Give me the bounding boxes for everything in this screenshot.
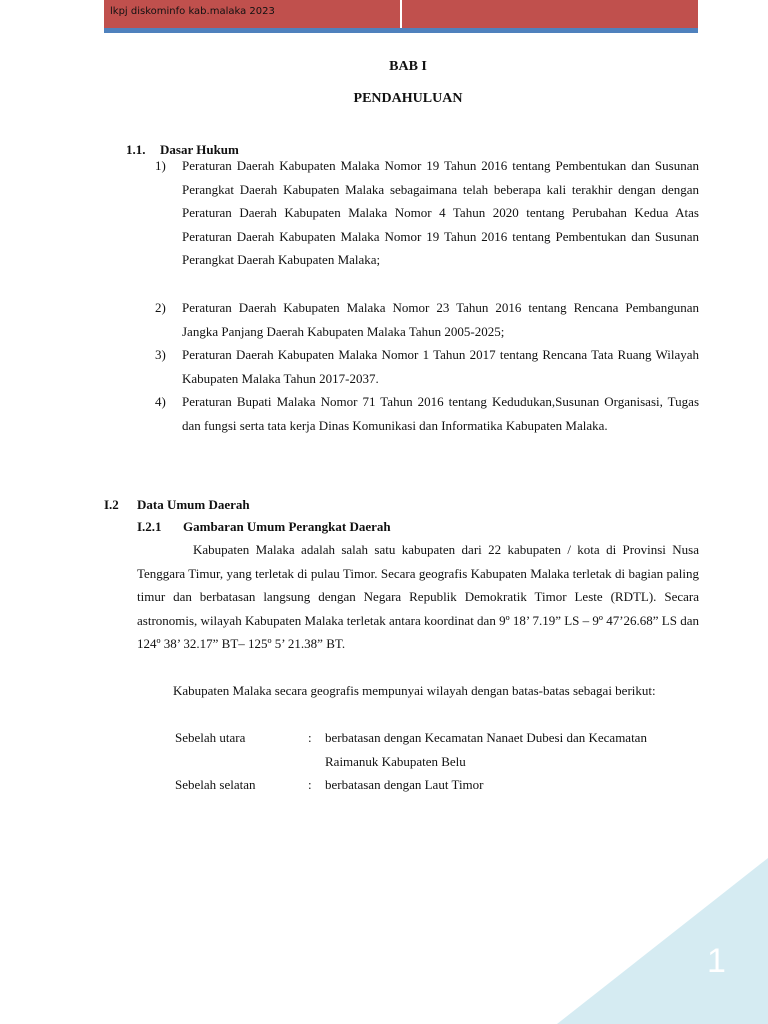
- section-number: 1.1.: [126, 142, 146, 157]
- border-value: berbatasan dengan Kecamatan Nanaet Dubesi dan Kecamatan Raimanuk Kabupaten Belu: [325, 730, 647, 769]
- list-item-number: 4): [155, 394, 166, 409]
- border-label: Sebelah selatan: [175, 777, 256, 792]
- section-title: Dasar Hukum: [160, 142, 239, 157]
- border-label: Sebelah utara: [175, 730, 246, 745]
- list-item-text: Peraturan Bupati Malaka Nomor 71 Tahun 2016 tentang Kedudukan,Susunan Organisasi, Tugas dan fungsi serta tata kerja Dinas Komunikasi dan Informatika Kabupaten Malaka.: [182, 394, 699, 433]
- list-item-text: Peraturan Daerah Kabupaten Malaka Nomor 1 Tahun 2017 tentang Rencana Tata Ruang Wilayah Kabupaten Malaka Tahun 2017-2037.: [182, 347, 699, 386]
- paragraph-text: Kabupaten Malaka adalah salah satu kabupaten dari 22 kabupaten / kota di Provinsi Nusa Tenggara Timur, yang terletak di pulau Timor. Secara geografis Kabupaten Malaka terletak di bagian paling timur dan berbatasan langsung dengan Negara Republik Demokratik Timor Leste (RDTL). Secara astronomis, wilayah Kabupaten Malaka terletak antara koordinat dan 9º 18’ 7.19” LS – 9º 47’26.68” LS dan 124º 38’ 32.17” BT– 125º 5’ 21.38” BT.: [137, 542, 699, 651]
- subsection-title: Gambaran Umum Perangkat Daerah: [183, 519, 391, 534]
- border-value: berbatasan dengan Laut Timor: [325, 777, 484, 792]
- border-colon: :: [308, 730, 312, 745]
- chapter-title: PENDAHULUAN: [353, 91, 463, 106]
- paragraph-text: Kabupaten Malaka secara geografis mempunyai wilayah dengan batas-batas sebagai berikut:: [173, 683, 656, 698]
- list-item-number: 2): [155, 300, 166, 315]
- border-colon: :: [308, 777, 312, 792]
- list-item-text: Peraturan Daerah Kabupaten Malaka Nomor 23 Tahun 2016 tentang Rencana Pembangunan Jangka Panjang Daerah Kabupaten Malaka Tahun 2005-2025;: [182, 300, 699, 339]
- list-item-number: 1): [155, 158, 166, 173]
- list-item-number: 3): [155, 347, 166, 362]
- subsection-number: I.2.1: [137, 519, 162, 534]
- corner-triangle: [557, 858, 768, 1024]
- list-item-text: Peraturan Daerah Kabupaten Malaka Nomor 19 Tahun 2016 tentang Pembentukan dan Susunan Perangkat Daerah Kabupaten Malaka sebagaimana telah beberapa kali terakhir dengan dengan Peraturan Daerah Kabupaten Malaka Nomor 4 Tahun 2020 tentang Perubahan Kedua Atas Peraturan Daerah Kabupaten Malaka Nomor 19 Tahun 2016 tentang Pembentukan dan Susunan Perangkat Daerah Kabupaten Malaka;: [182, 158, 699, 267]
- page-number: 1: [707, 942, 726, 980]
- chapter-number: BAB I: [389, 59, 427, 74]
- section-title: Data Umum Daerah: [137, 497, 250, 512]
- section-number: I.2: [104, 497, 119, 512]
- header-text: lkpj diskominfo kab.malaka 2023: [110, 6, 275, 17]
